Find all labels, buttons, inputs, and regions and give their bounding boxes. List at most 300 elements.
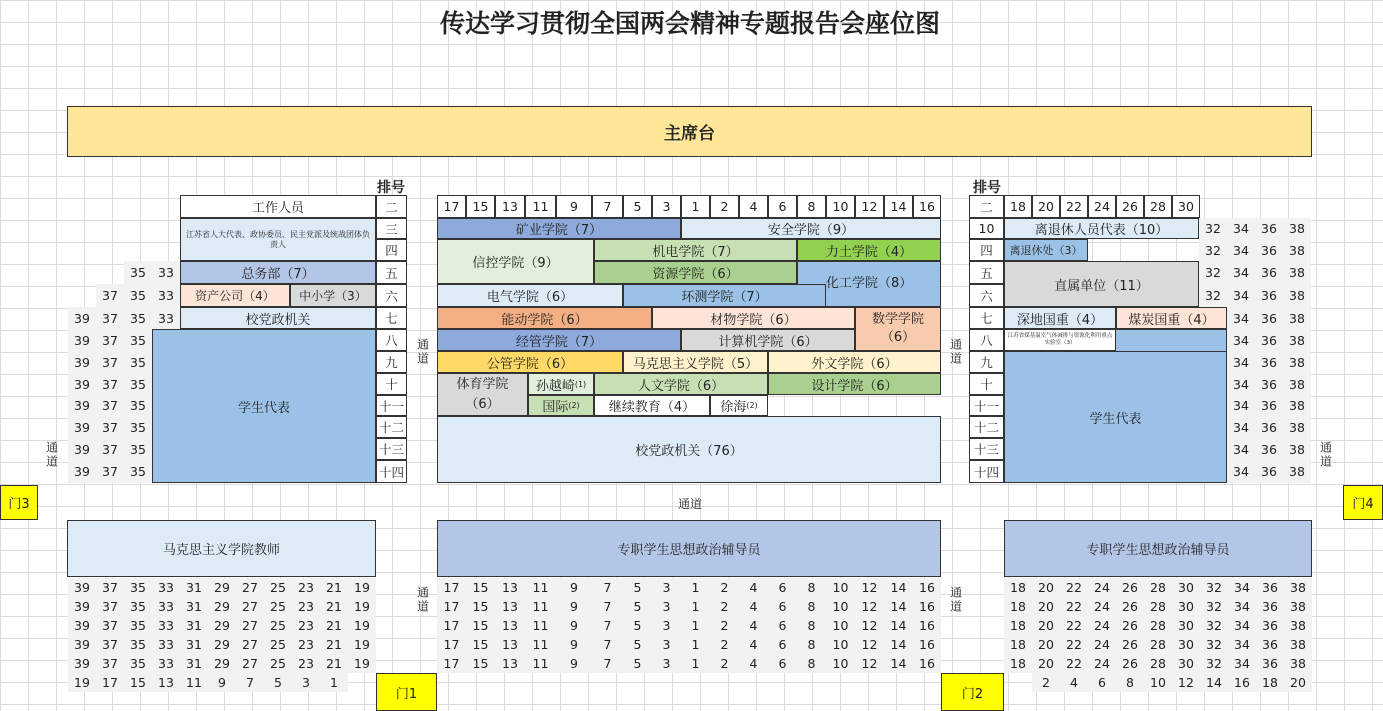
- back-seat: 19: [348, 616, 376, 635]
- back-seat: 17: [437, 616, 466, 635]
- center-seat: 2: [710, 195, 739, 218]
- back-seat: 26: [1116, 616, 1144, 635]
- seat-number: 38: [1283, 395, 1311, 416]
- back-seat: 34: [1228, 635, 1256, 654]
- kuangye-block: 矿业学院（7）: [437, 218, 681, 239]
- back-seat: 9: [556, 578, 592, 597]
- zichan-block: 资产公司（4）: [180, 284, 290, 307]
- seat-number: 34: [1227, 261, 1255, 284]
- back-seat: 12: [855, 616, 884, 635]
- back-seat: 15: [466, 616, 495, 635]
- center-seat: 10: [826, 195, 855, 218]
- seat-number: 34: [1227, 373, 1255, 395]
- xuhai-block: [710, 395, 768, 416]
- seat-number: 39: [68, 307, 96, 329]
- seat-number: 34: [1227, 218, 1255, 239]
- back-seat: 27: [236, 654, 264, 673]
- seat-number: 35: [124, 307, 152, 329]
- back-seat: 17: [96, 673, 124, 692]
- huagong-block: 化工学院（8）: [797, 261, 941, 307]
- seat-number: 35: [124, 351, 152, 373]
- back-seat: 16: [913, 616, 941, 635]
- seat-number: 35: [124, 284, 152, 307]
- back-seat: 21: [320, 616, 348, 635]
- back-seat: 5: [623, 597, 652, 616]
- back-seat: 8: [797, 578, 826, 597]
- back-seat: 3: [652, 597, 681, 616]
- back-seat: 24: [1088, 616, 1116, 635]
- seat-number: 36: [1255, 307, 1283, 329]
- seat-number: 34: [1227, 460, 1255, 483]
- door-2[interactable]: 门2: [941, 673, 1004, 711]
- back-seat: 34: [1228, 654, 1256, 673]
- back-seat: 31: [180, 597, 208, 616]
- back-seat: 16: [913, 578, 941, 597]
- seat-number: 33: [152, 261, 180, 284]
- back-seat: 22: [1060, 635, 1088, 654]
- row-label: 十四: [969, 460, 1004, 483]
- seat-number: 39: [68, 395, 96, 416]
- back-seat: 7: [592, 578, 623, 597]
- back-seat: 1: [681, 616, 710, 635]
- seat-number: 36: [1255, 373, 1283, 395]
- back-seat: 35: [124, 654, 152, 673]
- back-seat: 37: [96, 597, 124, 616]
- back-seat: 34: [1228, 578, 1256, 597]
- center-seat: 9: [556, 195, 592, 218]
- xuhai-count: (2): [746, 401, 758, 410]
- back-seat: 38: [1284, 578, 1312, 597]
- back-seat: 29: [208, 597, 236, 616]
- back-seat: 29: [208, 635, 236, 654]
- back-seat: 17: [437, 654, 466, 673]
- seat-number: 37: [96, 329, 124, 351]
- seat-number: 35: [124, 438, 152, 460]
- seat-number: 38: [1283, 373, 1311, 395]
- back-seat: 8: [797, 654, 826, 673]
- back-seat: 38: [1284, 654, 1312, 673]
- row-label: 七: [376, 307, 407, 329]
- seat-number: 35: [124, 329, 152, 351]
- back-seat: 25: [264, 616, 292, 635]
- back-seat: 34: [1228, 616, 1256, 635]
- makesi-block: 马克思主义学院（5）: [623, 351, 768, 373]
- back-seat: 8: [1116, 673, 1144, 692]
- seat-number: 36: [1255, 284, 1283, 307]
- center-seat: 15: [466, 195, 495, 218]
- back-seat: 2: [710, 578, 739, 597]
- back-seat: 2: [710, 635, 739, 654]
- back-seat: 16: [913, 597, 941, 616]
- back-seat: 15: [466, 635, 495, 654]
- seat-number: 37: [96, 460, 124, 483]
- seat-number: 36: [1255, 395, 1283, 416]
- center-seat: 3: [652, 195, 681, 218]
- meitan-block: 煤炭国重（4）: [1116, 307, 1227, 329]
- back-seat: 35: [124, 597, 152, 616]
- center-seat: 12: [855, 195, 884, 218]
- back-seat: 18: [1004, 635, 1032, 654]
- seat-number: 33: [152, 307, 180, 329]
- seat-number: 34: [1227, 395, 1255, 416]
- back-seat: 28: [1144, 654, 1172, 673]
- seat-number: 33: [152, 284, 180, 307]
- sheji-block: 设计学院（6）: [768, 373, 941, 395]
- gongguan-block: 公管学院（6）: [437, 351, 623, 373]
- back-seat: 30: [1172, 578, 1200, 597]
- back-seat: 39: [68, 654, 96, 673]
- back-seat: 26: [1116, 597, 1144, 616]
- back-seat: 5: [623, 578, 652, 597]
- seat-number: 38: [1283, 329, 1311, 351]
- back-seat: 29: [208, 616, 236, 635]
- student-right-block: 学生代表: [1004, 351, 1227, 483]
- seat-number: 37: [96, 351, 124, 373]
- back-seat: 21: [320, 597, 348, 616]
- back-seat: 33: [152, 616, 180, 635]
- back-seat: 5: [264, 673, 292, 692]
- back-seat: 21: [320, 654, 348, 673]
- back-seat: 11: [525, 578, 556, 597]
- back-seat: 2: [710, 654, 739, 673]
- seat-number: 39: [68, 329, 96, 351]
- shendi-block: 深地国重（4）: [1004, 307, 1116, 329]
- row-label: 六: [376, 284, 407, 307]
- makesi-teacher-block: 马克思主义学院教师: [67, 520, 376, 577]
- back-seat: 22: [1060, 654, 1088, 673]
- back-seat: 20: [1032, 654, 1060, 673]
- back-seat: 38: [1284, 635, 1312, 654]
- back-seat: 10: [826, 578, 855, 597]
- row-label: 二: [376, 195, 407, 218]
- center-seat: 14: [884, 195, 913, 218]
- row-label: 十二: [376, 416, 407, 438]
- seat-number: 38: [1283, 307, 1311, 329]
- back-seat: 34: [1228, 597, 1256, 616]
- channel-label: 通道: [948, 586, 963, 614]
- back-seat: 24: [1088, 597, 1116, 616]
- seat-number: 38: [1283, 460, 1311, 483]
- row-header-right: 排号: [973, 179, 1001, 196]
- row-label: 三: [376, 218, 407, 239]
- row-label: 十四: [376, 460, 407, 483]
- back-seat: 11: [180, 673, 208, 692]
- row-label: 七: [969, 307, 1004, 329]
- back-seat: 7: [236, 673, 264, 692]
- seat-number: 35: [124, 416, 152, 438]
- back-seat: 14: [884, 635, 913, 654]
- row-label: 十三: [376, 438, 407, 460]
- right-top-seat: 18: [1004, 195, 1032, 218]
- row-label: 十一: [376, 395, 407, 416]
- back-seat: 19: [348, 578, 376, 597]
- right-top-seat: 26: [1116, 195, 1144, 218]
- center-seat: 13: [495, 195, 525, 218]
- guoji-label: 国际: [542, 400, 569, 415]
- door-4[interactable]: 门4: [1343, 485, 1383, 520]
- channel-label: 通道: [415, 338, 430, 366]
- back-seat: 8: [797, 616, 826, 635]
- seat-number: 36: [1255, 329, 1283, 351]
- seat-number: 32: [1199, 261, 1227, 284]
- channel-label: 通道: [948, 338, 963, 366]
- back-seat: 23: [292, 654, 320, 673]
- seat-number: 34: [1227, 284, 1255, 307]
- sunyueqi-count: (1): [574, 379, 587, 389]
- back-seat: 7: [592, 616, 623, 635]
- anquan-block: 安全学院（9）: [681, 218, 941, 239]
- back-seat: 35: [124, 578, 152, 597]
- seat-number: 38: [1283, 284, 1311, 307]
- back-seat: 15: [466, 597, 495, 616]
- back-seat: 24: [1088, 635, 1116, 654]
- back-seat: 36: [1256, 616, 1284, 635]
- row-label: 十三: [969, 438, 1004, 460]
- back-seat: 4: [739, 578, 768, 597]
- back-seat: 27: [236, 616, 264, 635]
- row-header-left: 排号: [377, 179, 405, 196]
- seat-number: 39: [68, 438, 96, 460]
- seat-number: 34: [1227, 438, 1255, 460]
- back-seat: 14: [884, 597, 913, 616]
- center-seat: 11: [525, 195, 556, 218]
- seat-number: 34: [1227, 329, 1255, 351]
- back-seat: 11: [525, 635, 556, 654]
- center-seat: 8: [797, 195, 826, 218]
- back-seat: 23: [292, 616, 320, 635]
- seat-number: 37: [96, 416, 124, 438]
- back-seat: 6: [768, 578, 797, 597]
- back-seat: 3: [652, 578, 681, 597]
- back-seat: 29: [208, 654, 236, 673]
- back-seat: 7: [592, 635, 623, 654]
- xinkong-block: 信控学院（9）: [437, 239, 594, 284]
- seat-number: 34: [1227, 239, 1255, 261]
- row-label: 九: [376, 351, 407, 373]
- back-seat: 25: [264, 654, 292, 673]
- back-seat: 12: [855, 597, 884, 616]
- back-seat: 9: [556, 635, 592, 654]
- back-seat: 6: [1088, 673, 1116, 692]
- back-seat: 28: [1144, 616, 1172, 635]
- back-seat: 13: [495, 654, 525, 673]
- nengdong-block: 能动学院（6）: [437, 307, 652, 329]
- row-label: 五: [376, 261, 407, 284]
- back-seat: 7: [592, 597, 623, 616]
- jingguan-block: 经管学院（7）: [437, 329, 681, 351]
- seat-number: 36: [1255, 239, 1283, 261]
- channel-label: 通道: [677, 496, 702, 511]
- back-seat: 9: [556, 597, 592, 616]
- seat-number: 39: [68, 351, 96, 373]
- student-left-block: 学生代表: [152, 329, 376, 483]
- row-label: 八: [969, 329, 1004, 351]
- seat-number: 38: [1283, 239, 1311, 261]
- dianqi-block: 电气学院（6）: [437, 284, 623, 307]
- back-seat: 39: [68, 597, 96, 616]
- back-seat: 9: [556, 616, 592, 635]
- zhishu-block: 直属单位（11）: [1004, 261, 1199, 307]
- back-seat: 32: [1200, 578, 1228, 597]
- back-seat: 2: [1032, 673, 1060, 692]
- back-seat: 4: [1060, 673, 1088, 692]
- seat-number: 37: [96, 395, 124, 416]
- xiaodang-left-block: 校党政机关: [180, 307, 376, 329]
- back-seat: 22: [1060, 616, 1088, 635]
- back-seat: 18: [1004, 616, 1032, 635]
- back-seat: 19: [348, 635, 376, 654]
- back-seat: 36: [1256, 597, 1284, 616]
- back-seat: 30: [1172, 597, 1200, 616]
- back-seat: 37: [96, 635, 124, 654]
- student-right-block-top: [1116, 329, 1227, 351]
- jixu-block: 继续教育（4）: [594, 395, 710, 416]
- back-seat: 28: [1144, 597, 1172, 616]
- back-seat: 33: [152, 635, 180, 654]
- back-seat: 33: [152, 654, 180, 673]
- huance-block: 环测学院（7）: [623, 284, 826, 307]
- seat-number: 35: [124, 460, 152, 483]
- staff-block: 工作人员: [180, 195, 376, 218]
- back-seat: 39: [68, 616, 96, 635]
- back-seat: 36: [1256, 635, 1284, 654]
- lituixiuchu-block: 离退休处（3）: [1004, 239, 1088, 261]
- back-seat: 1: [681, 578, 710, 597]
- back-seat: 16: [913, 654, 941, 673]
- center-seat: 17: [437, 195, 466, 218]
- renwen-block: 人文学院（6）: [594, 373, 768, 395]
- row-label: 九: [969, 351, 1004, 373]
- ziyuan-block: 资源学院（6）: [594, 261, 797, 284]
- back-seat: 12: [855, 654, 884, 673]
- back-seat: 27: [236, 597, 264, 616]
- back-seat: 33: [152, 597, 180, 616]
- row-label: 10: [969, 218, 1004, 239]
- back-seat: 14: [884, 578, 913, 597]
- back-seat: 11: [525, 616, 556, 635]
- back-seat: 29: [208, 578, 236, 597]
- back-seat: 1: [681, 597, 710, 616]
- back-seat: 13: [495, 616, 525, 635]
- xiaodang-center-block: 校党政机关（76）: [437, 416, 941, 483]
- center-seat: 7: [592, 195, 623, 218]
- back-seat: 3: [652, 635, 681, 654]
- channel-label: 通道: [415, 586, 430, 614]
- back-seat: 11: [525, 597, 556, 616]
- back-seat: 16: [1228, 673, 1256, 692]
- seat-number: 37: [96, 438, 124, 460]
- back-seat: 18: [1004, 578, 1032, 597]
- page-title: 传达学习贯彻全国两会精神专题报告会座位图: [439, 9, 940, 38]
- back-seat: 33: [152, 578, 180, 597]
- back-seat: 3: [652, 616, 681, 635]
- back-seat: 30: [1172, 654, 1200, 673]
- seat-number: 34: [1227, 416, 1255, 438]
- jidian-block: 机电学院（7）: [594, 239, 797, 261]
- back-seat: 12: [855, 578, 884, 597]
- zhongxiaoxue-block: 中小学（3）: [290, 284, 376, 307]
- back-seat: 39: [68, 635, 96, 654]
- back-seat: 11: [525, 654, 556, 673]
- back-seat: 14: [884, 616, 913, 635]
- back-seat: 27: [236, 578, 264, 597]
- waiwen-block: 外文学院（6）: [768, 351, 941, 373]
- back-seat: 19: [68, 673, 96, 692]
- back-seat: 10: [826, 616, 855, 635]
- seat-number: 34: [1227, 307, 1255, 329]
- back-seat: 25: [264, 597, 292, 616]
- back-seat: 36: [1256, 654, 1284, 673]
- back-seat: 31: [180, 578, 208, 597]
- seat-number: 35: [124, 395, 152, 416]
- back-seat: 37: [96, 578, 124, 597]
- seat-number: 36: [1255, 261, 1283, 284]
- back-seat: 13: [152, 673, 180, 692]
- back-seat: 2: [710, 616, 739, 635]
- row-label: 十: [969, 373, 1004, 395]
- back-seat: 15: [466, 578, 495, 597]
- center-seat: 4: [739, 195, 768, 218]
- back-seat: 14: [1200, 673, 1228, 692]
- row-label: 五: [969, 261, 1004, 284]
- back-seat: 16: [913, 635, 941, 654]
- row-label: 十一: [969, 395, 1004, 416]
- fudaoyuan-right-block: 专职学生思想政治辅导员: [1004, 520, 1312, 577]
- back-seat: 10: [826, 635, 855, 654]
- back-seat: 26: [1116, 578, 1144, 597]
- back-seat: 32: [1200, 654, 1228, 673]
- back-seat: 27: [236, 635, 264, 654]
- back-seat: 20: [1032, 578, 1060, 597]
- seat-number: 37: [96, 373, 124, 395]
- back-seat: 20: [1032, 597, 1060, 616]
- back-seat: 21: [320, 578, 348, 597]
- door-1[interactable]: 门1: [376, 673, 437, 711]
- back-seat: 24: [1088, 654, 1116, 673]
- back-seat: 18: [1004, 597, 1032, 616]
- back-seat: 5: [623, 616, 652, 635]
- back-seat: 3: [292, 673, 320, 692]
- seat-number: 38: [1283, 438, 1311, 460]
- back-seat: 19: [348, 597, 376, 616]
- row-label: 四: [376, 239, 407, 261]
- back-seat: 5: [623, 635, 652, 654]
- seat-number: 36: [1255, 351, 1283, 373]
- back-seat: 2: [710, 597, 739, 616]
- seat-number: 32: [1199, 239, 1227, 261]
- center-seat: 6: [768, 195, 797, 218]
- sunyueqi-label: 孙越崎: [535, 378, 575, 394]
- back-seat: 9: [208, 673, 236, 692]
- back-seat: 31: [180, 635, 208, 654]
- door-3[interactable]: 门3: [0, 485, 38, 520]
- back-seat: 4: [739, 616, 768, 635]
- back-seat: 13: [495, 635, 525, 654]
- back-seat: 26: [1116, 635, 1144, 654]
- fudaoyuan-center-block: 专职学生思想政治辅导员: [437, 520, 941, 577]
- back-seat: 8: [797, 635, 826, 654]
- back-seat: 26: [1116, 654, 1144, 673]
- seat-number: 39: [68, 373, 96, 395]
- row-label: 十: [376, 373, 407, 395]
- seat-number: 38: [1283, 351, 1311, 373]
- back-seat: 10: [826, 654, 855, 673]
- back-seat: 31: [180, 654, 208, 673]
- back-seat: 15: [466, 654, 495, 673]
- center-seat: 16: [913, 195, 941, 218]
- back-seat: 1: [320, 673, 348, 692]
- right-top-seat: 22: [1060, 195, 1088, 218]
